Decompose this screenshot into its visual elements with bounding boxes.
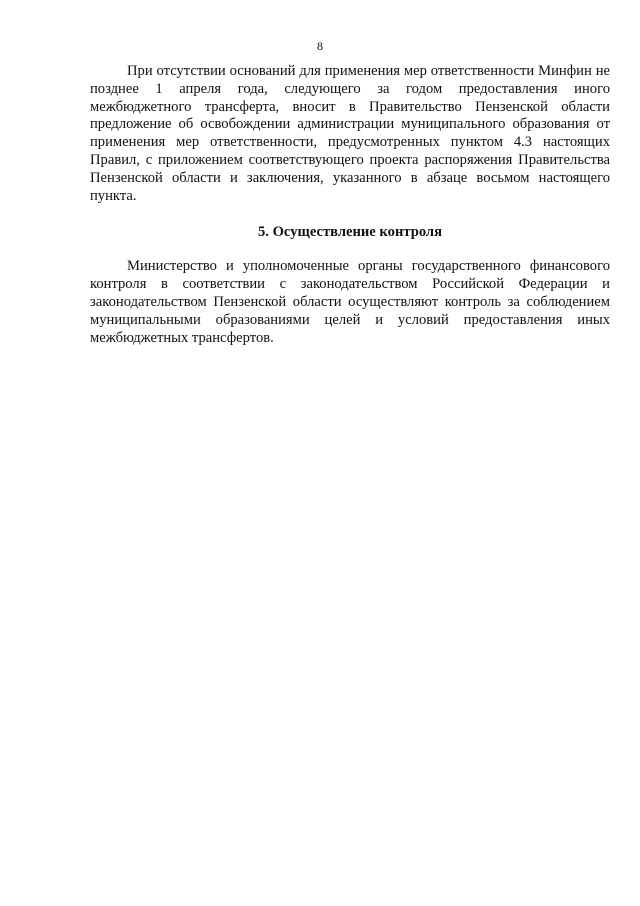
paragraph-liability-exemption: При отсутствии оснований для применения мер ответственности Минфин не позднее 1 апреля года, следующего за годом предоставления иного межбюджетного трансферта, вносит в Правительство Пензенской области предложение об освобождении администрации муниципального образования от применения мер ответственности, предусмотренных пунктом 4.3 настоящих Правил, с приложением соответствующего проекта распоряжения Правительства Пензенской области и заключения, указанного в абзаце восьмом настоящего пункта. (90, 63, 610, 204)
paragraph-control: Министерство и уполномоченные органы государственного финансового контроля в соответствии с законодательством Российской Федерации и законодательством Пензенской области осуществляют контроль за соблюдением муниципальными образованиями целей и условий предоставления иных межбюджетных трансфертов. (90, 258, 610, 346)
document-body (90, 63, 610, 347)
page-number: 8 (317, 39, 323, 53)
section-heading-control: 5. Осуществление контроля (257, 224, 443, 241)
